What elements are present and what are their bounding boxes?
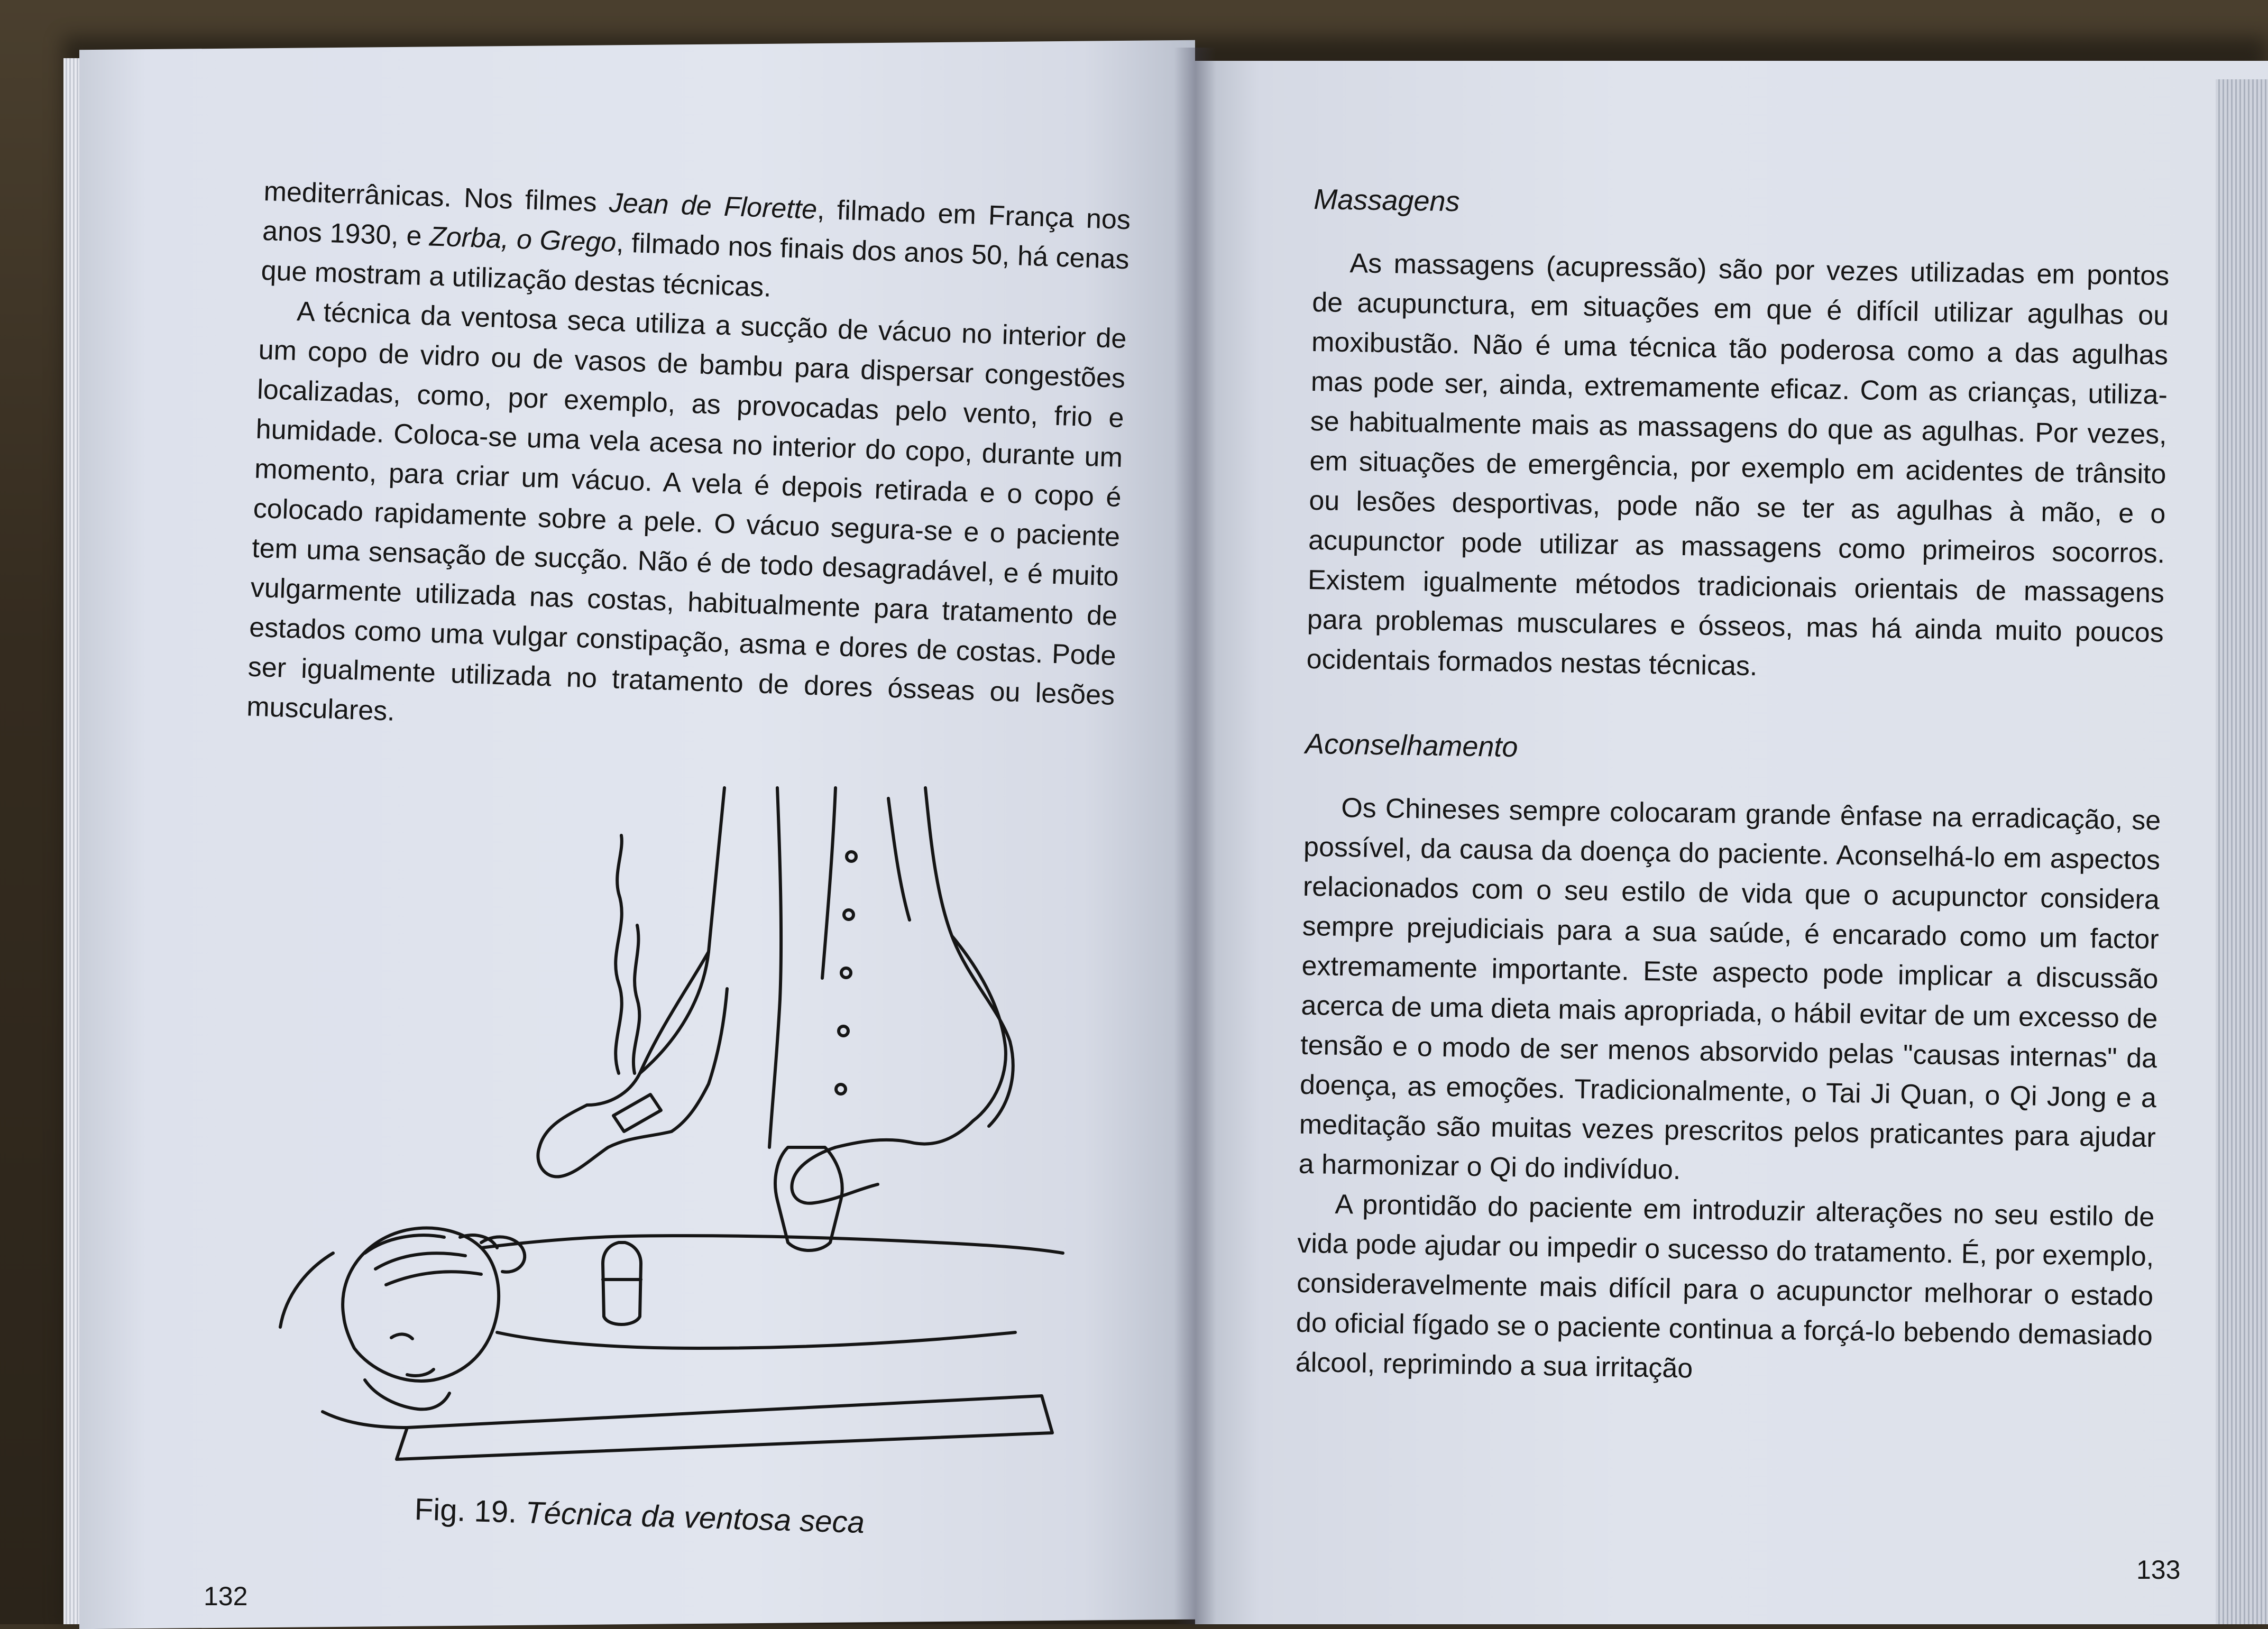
practitioner-shirt-outline <box>640 788 724 1073</box>
figure-label: Fig. 19. <box>414 1492 518 1530</box>
patient-mouth <box>407 1369 434 1376</box>
candle <box>613 1094 661 1131</box>
text-run: , filmado nos finais dos anos 50, há cenas que mostram a utilização destas técnicas. <box>260 227 1130 303</box>
patient-back <box>481 1236 1063 1253</box>
shirt-button <box>847 852 856 861</box>
paragraph-aconselhamento-1: Os Chineses sempre colocaram grande ênfase na erradicação, se possível, da causa da doença do paciente. Aconselhá-lo em aspectos relacionados com o seu estilo de vida que o acupunctor considera sempre prejudiciais para a sua saúde, é encarado como um factor extremamente importante. Este aspecto pode implicar a discussão acerca de uma dieta mais apropriada, o hábil evitar de um excesso de tensão e o modo de ser menos absorvido pelas "causas internas" da doença, as emoções. Tradicionalmente, o Tai Ji Quan, o Qi Jong e a meditação são muitas vezes prescritos pelos praticantes para ajudar a harmonizar o Qi do indivíduo. <box>1298 792 2161 1186</box>
paragraph-aconselhamento-2: A prontidão do paciente em introduzir alterações no seu estilo de vida pode ajudar ou impedir o sucesso do tratamento. É, por exemplo, consideravelmente mais difícil para o acupunctor melhorar o estado do oficial fígado se o paciente continua a forçá-lo bebendo demasiado álcool, reprimindo a sua irritação <box>1295 1189 2155 1384</box>
section-heading-aconselhamento: Aconselhamento <box>1305 728 1518 763</box>
film-title: Jean de Florette <box>608 187 818 225</box>
left-page-text <box>246 172 1131 756</box>
shirt-button <box>841 968 851 978</box>
shirt-button <box>836 1084 846 1094</box>
patient-hand <box>365 1380 449 1409</box>
shirt-button <box>844 910 853 919</box>
left-paragraph-2 <box>246 291 1127 756</box>
section-heading-massagens: Massagens <box>1313 183 1461 218</box>
right-page-edges <box>2216 79 2268 1624</box>
text-run: A técnica da ventosa seca utiliza a sucção de vácuo no interior de um copo de vidro ou de vasos de bambu para dispersar congestões localizadas, como, por exemplo, as provocadas pelo vento, frio e humidade. Coloca-se uma vela acesa no interior do copo, durante um momento, para criar um vácuo. A vela é depois retirada e o copo é colocado rapidamente sobre a pele. O vácuo segura-se e o paciente tem uma sensação de sucção. Não é de todo desagradável, e é muito vulgarmente utilizada nas costas, habitualmente para tratamento de estados como uma vulgar constipação, asma e dores de costas. Pode ser igualmente utilizada no tratamento de dores ósseas ou lesões musculares. <box>246 296 1127 727</box>
paragraph-massagens: As massagens (acupressão) são por vezes utilizadas em pontos de acupunctura, em situações em que é difícil utilizar agulhas ou moxibustão. Não é uma técnica tão poderosa como a das agulhas mas pode ser, ainda, extremamente eficaz. Com as crianças, utiliza-se habitualmente mais as massagens do que as agulhas. Por vezes, em situações de emergência, por exemplo em acidentes de trânsito ou lesões desportivas, pode não se ter as agulhas à mão, e o acupunctor pode utilizar as massagens como primeiros socorros. Existem igualmente métodos tradicionais orientais de massagens para problemas musculares e ósseos, mas há ainda muito poucos ocidentais formados nestas técnicas. <box>1306 248 2170 682</box>
page-number-left: 132 <box>204 1581 248 1611</box>
right-page-text <box>1295 180 2171 1396</box>
figure-title: Técnica da ventosa seca <box>525 1495 865 1540</box>
text-run: , filmado em França nos anos 1930, e <box>262 194 1131 252</box>
practitioner-left-arm <box>587 952 709 1105</box>
cup-on-back <box>603 1243 641 1324</box>
shirt-button <box>839 1026 848 1036</box>
practitioner-right-arm <box>952 936 1006 1121</box>
smoke <box>616 835 622 1073</box>
page-number-right: 133 <box>2136 1555 2181 1585</box>
book-gutter <box>1174 48 1216 1624</box>
cupping-illustration <box>249 777 1105 1465</box>
text-run: mediterrânicas. Nos filmes <box>263 176 610 218</box>
patient-eye <box>391 1334 412 1339</box>
film-title: Zorba, o Grego <box>429 221 617 259</box>
